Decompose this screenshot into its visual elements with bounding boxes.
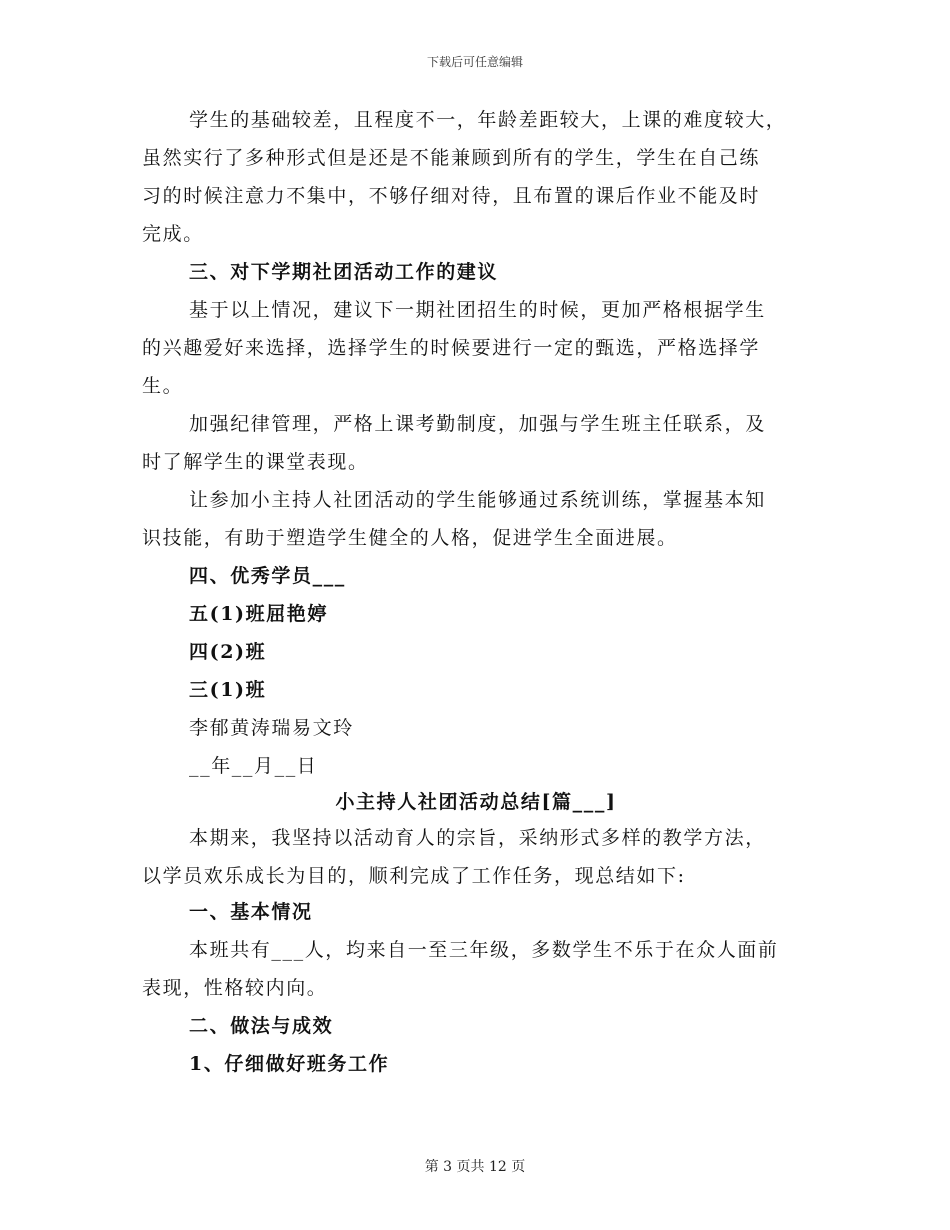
paragraph-line: 生。 xyxy=(142,375,184,397)
student-names: 李郁黄涛瑞易文玲 xyxy=(189,717,354,739)
paragraph-line: 本班共有___人，均来自一至三年级，多数学生不乐于在众人面前 xyxy=(189,939,779,961)
paragraph-line: 学生的基础较差，且程度不一，年龄差距较大，上课的难度较大， xyxy=(189,109,787,131)
paragraph-line: 基于以上情况，建议下一期社团招生的时候，更加严格根据学生 xyxy=(189,299,766,321)
date-line: __年__月__日 xyxy=(189,755,318,777)
article-title: 小主持人社团活动总结[篇___] xyxy=(335,791,617,813)
section-heading: 二、做法与成效 xyxy=(189,1015,334,1037)
student-class-line: 四(2)班 xyxy=(189,641,267,663)
paragraph-line: 虽然实行了多种形式但是还是不能兼顾到所有的学生，学生在自己练 xyxy=(142,147,761,169)
student-class-line: 三(1)班 xyxy=(189,679,267,701)
paragraph-line: 以学员欢乐成长为目的，顺利完成了工作任务，现总结如下: xyxy=(142,865,686,887)
paragraph-line: 本期来，我坚持以活动育人的宗旨，采纳形式多样的教学方法， xyxy=(189,827,766,849)
paragraph-line: 时了解学生的课堂表现。 xyxy=(142,451,369,473)
page-footer: 第 3 页共 12 页 xyxy=(424,1159,526,1175)
page-header: 下载后可任意编辑 xyxy=(426,55,523,69)
paragraph-line: 完成。 xyxy=(142,223,204,245)
section-heading: 一、基本情况 xyxy=(189,901,313,923)
paragraph-line: 习的时候注意力不集中，不够仔细对待，且布置的课后作业不能及时 xyxy=(142,185,761,207)
paragraph-line: 加强纪律管理，严格上课考勤制度，加强与学生班主任联系，及 xyxy=(189,413,766,435)
student-class-line: 五(1)班屈艳婷 xyxy=(189,603,328,625)
paragraph-line: 让参加小主持人社团活动的学生能够通过系统训练，掌握基本知 xyxy=(189,489,766,511)
section-heading: 四、优秀学员___ xyxy=(189,565,346,587)
subsection-heading: 1、仔细做好班务工作 xyxy=(189,1053,390,1075)
section-heading: 三、对下学期社团活动工作的建议 xyxy=(189,261,499,283)
paragraph-line: 的兴趣爱好来选择，选择学生的时候要进行一定的甄选，严格选择学 xyxy=(142,337,761,359)
paragraph-line: 表现，性格较内向。 xyxy=(142,977,328,999)
paragraph-line: 识技能，有助于塑造学生健全的人格，促进学生全面进展。 xyxy=(142,527,678,549)
